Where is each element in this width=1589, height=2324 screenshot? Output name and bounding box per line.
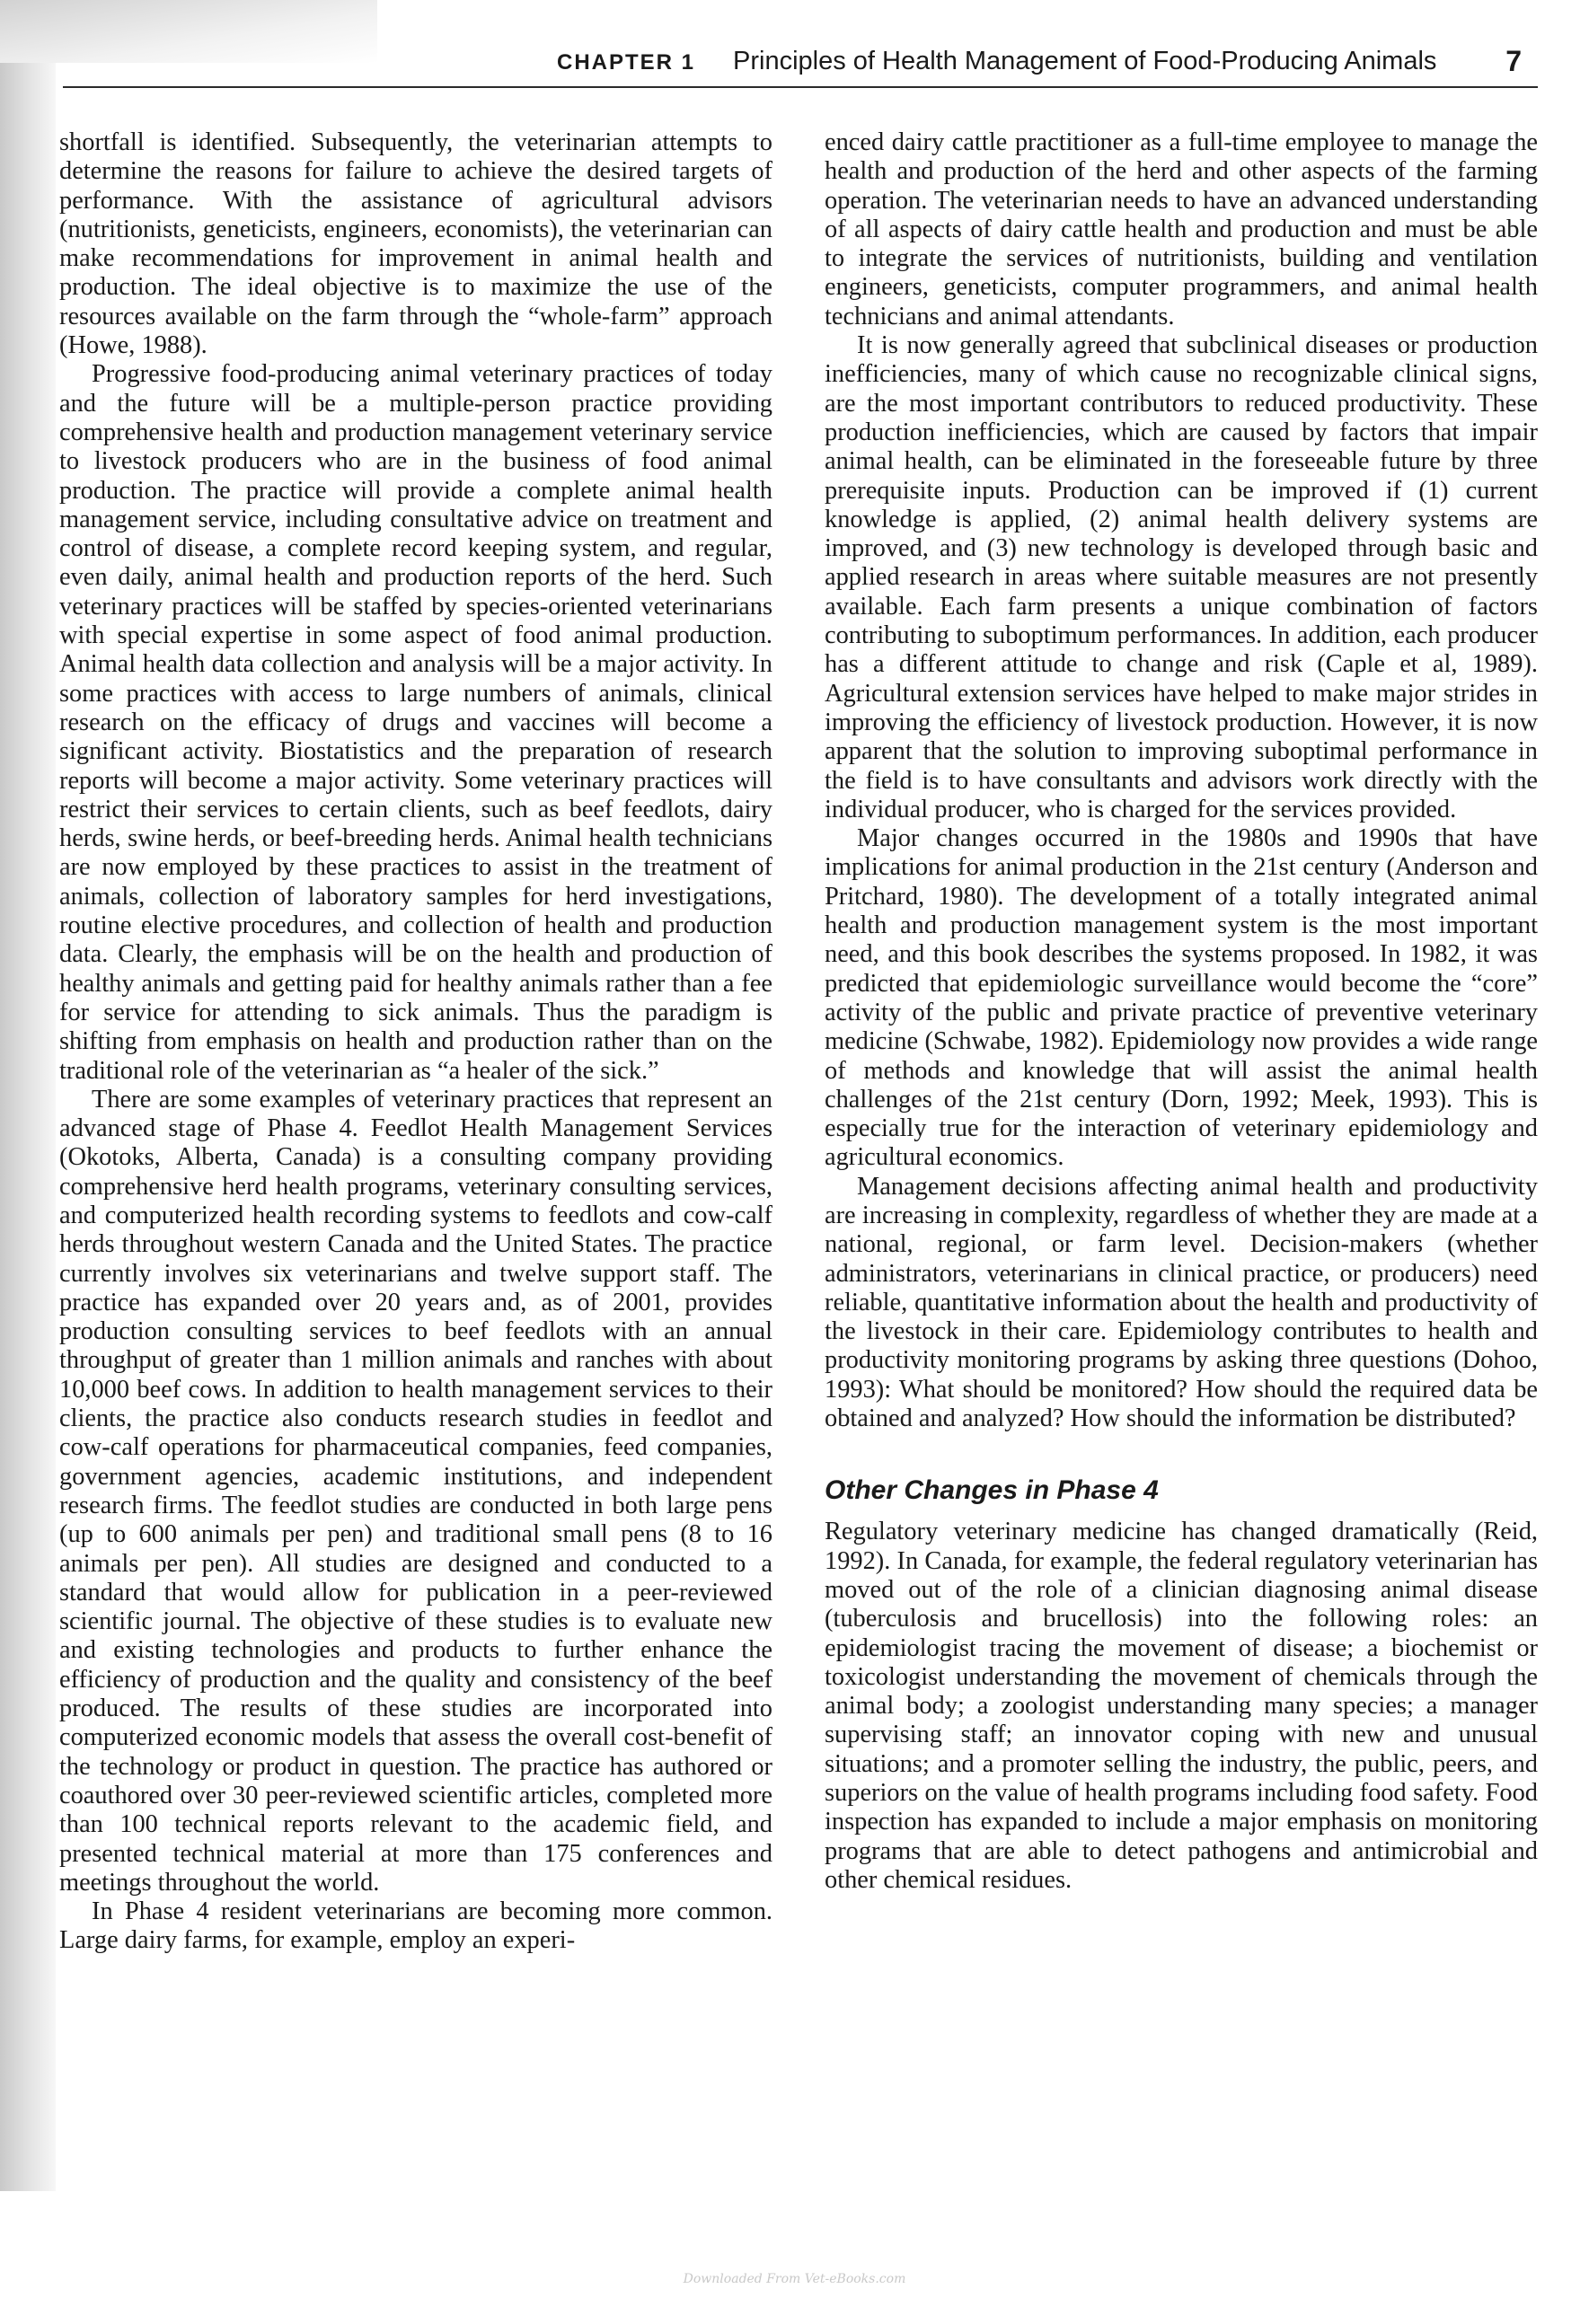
left-column [59, 128, 772, 1956]
running-head-chapter: CHAPTER 1 [557, 50, 696, 75]
section-heading: Other Changes in Phase 4 [825, 1475, 1159, 1506]
running-head-title: Principles of Health Management of Food-Producing Animals [733, 47, 1437, 75]
page-number: 7 [1505, 45, 1522, 77]
watermark: Downloaded From Vet-eBooks.com [683, 2272, 906, 2286]
paragraph: Major changes occurred in the 1980s and 1990s that have implications for animal production in the 21st century (Anderson and Pritchard, 1980). The development of a totally integrated animal health and production management system is the most important need, and this book describes the systems proposed. In 1982, it was predicted that epidemiologic surveillance would become the “core” activity of the public and private practice of preventive veterinary medicine (Schwabe, 1982). Epidemiology now provides a wide range of methods and knowledge that will assist the animal health challenges of the 21st century (Dorn, 1992; Meek, 1993). This is especially true for the interaction of veterinary epidemiology and agricultural economics. [825, 824, 1538, 1172]
paragraph: enced dairy cattle practitioner as a full-time employee to manage the health and production of the herd and other aspects of the farming operation. The veterinarian needs to have an advanced understanding of all aspects of dairy cattle health and production and must be able to integrate the services of nutritionists, building and ventilation engineers, geneticists, computer programmers, and animal health technicians and animal attendants. [825, 128, 1538, 330]
running-head [557, 47, 1538, 83]
paragraph: It is now generally agreed that subclinical diseases or production inefficiencies, many of which cause no recognizable clinical signs, are the most important contributors to reduced productivity. These production inefficiencies, which are caused by factors that impair animal health, can be eliminated in the foreseeable future by three prerequisite inputs. Production can be improved if (1) current knowledge is applied, (2) animal health delivery systems are improved, and (3) new technology is developed through basic and applied research in areas where suitable measures are not presently available. Each farm presents a unique combination of factors contributing to suboptimum performances. In addition, each producer has a different attitude to change and risk (Caple et al, 1989). Agricultural extension services have helped to make major strides in improving the efficiency of livestock production. However, it is now apparent that the solution to improving suboptimal performance in the field is to have consultants and advisors work directly with the individual producer, who is charged for the services provided. [825, 331, 1538, 823]
paragraph: Management decisions affecting animal health and productivity are increasing in complexity, regardless of whether they are made at a national, regional, or farm level. Decision-makers (whether administrators, veterinarians in clinical practice, or producers) need reliable, quantitative information about the health and productivity of the livestock in their care. Epidemiology contributes to health and productivity monitoring programs by asking three questions (Dohoo, 1993): What should be monitored? How should the required data be obtained and analyzed? How should the information be distributed? [825, 1172, 1538, 1433]
paragraph: shortfall is identified. Subsequently, the veterinarian attempts to determine the reasons for failure to achieve the desired targets of performance. With the assistance of agricultural advisors (nutritionists, geneticists, engineers, economists), the veterinarian can make recommendations for improvement in animal health and production. The ideal objective is to maximize the use of the resources available on the farm through the “whole-farm” approach (Howe, 1988). [59, 128, 772, 360]
paragraph: In Phase 4 resident veterinarians are becoming more common. Large dairy farms, for example, employ an experi- [59, 1897, 772, 1955]
header-rule [63, 86, 1538, 88]
scan-corner-shadow [0, 0, 377, 63]
paragraph: There are some examples of veterinary practices that represent an advanced stage of Phase 4. Feedlot Health Management Services (Okotoks, Alberta, Canada) is a consulting company providing comprehensive herd health programs, veterinary consulting services, and computerized health recording systems to feedlots and cow-calf herds throughout western Canada and the United States. The practice currently involves six veterinarians and twelve support staff. The practice has expanded over 20 years and, as of 2001, provides production consulting services to beef feedlots with an annual throughput of greater than 1 million animals and ranches with about 10,000 beef cows. In addition to health management services to their clients, the practice also conducts research studies in feedlot and cow-calf operations for pharmaceutical companies, feed companies, government agencies, academic institutions, and independent research firms. The feedlot studies are conducted in both large pens (up to 600 animals per pen) and traditional small pens (8 to 16 animals per pen). All studies are designed and conducted to a standard that would allow for publication in a peer-reviewed scientific journal. The objective of these studies is to evaluate new and existing technologies and products to further enhance the efficiency of production and the quality and consistency of the beef produced. The results of these studies are incorporated into computerized economic models that assess the overall cost-benefit of the technology or product in question. The practice has authored or coauthored over 30 peer-reviewed scientific articles, completed more than 100 technical reports relevant to the academic field, and presented technical material at more than 175 conferences and meetings throughout the world. [59, 1085, 772, 1897]
scan-edge-shadow [0, 0, 56, 2191]
right-column [825, 128, 1538, 1895]
paragraph: Progressive food-producing animal veterinary practices of today and the future will be a multiple-person practice providing comprehensive health and production management veterinary service to livestock producers who are in the business of food animal production. The practice will provide a complete animal health management service, including consultative advice on treatment and control of disease, a complete record keeping system, and regular, even daily, animal health and production reports of the herd. Such veterinary practices will be staffed by species-oriented veterinarians with special expertise in some aspect of food animal production. Animal health data collection and analysis will be a major activity. In some practices with access to large numbers of animals, clinical research on the efficacy of drugs and vaccines will become a significant activity. Biostatistics and the preparation of research reports will become a major activity. Some veterinary practices will restrict their services to certain clients, such as beef feedlots, dairy herds, swine herds, or beef-breeding herds. Animal health technicians are now employed by these practices to assist in the treatment of animals, collection of laboratory samples for herd investigations, routine elective procedures, and collection of health and production data. Clearly, the emphasis will be on the health and production of healthy animals and getting paid for healthy animals rather than a fee for service for attending to sick animals. Thus the paradigm is shifting from emphasis on health and production rather than on the traditional role of the veterinarian as “a healer of the sick.” [59, 360, 772, 1085]
paragraph: Regulatory veterinary medicine has changed dramatically (Reid, 1992). In Canada, for example, the federal regulatory veterinarian has moved out of the role of a clinician diagnosing animal disease (tuberculosis and brucellosis) into the following roles: an epidemiologist tracing the movement of disease; a biochemist or toxicologist understanding the movement of chemicals through the animal body; a zoologist understanding many species; a manager supervising staff; an innovator coping with new and unusual situations; and a promoter selling the industry, the public, peers, and superiors on the value of health programs including food safety. Food inspection has expanded to include a major emphasis on monitoring programs that are able to detect pathogens and antimicrobial and other chemical residues. [825, 1518, 1538, 1894]
